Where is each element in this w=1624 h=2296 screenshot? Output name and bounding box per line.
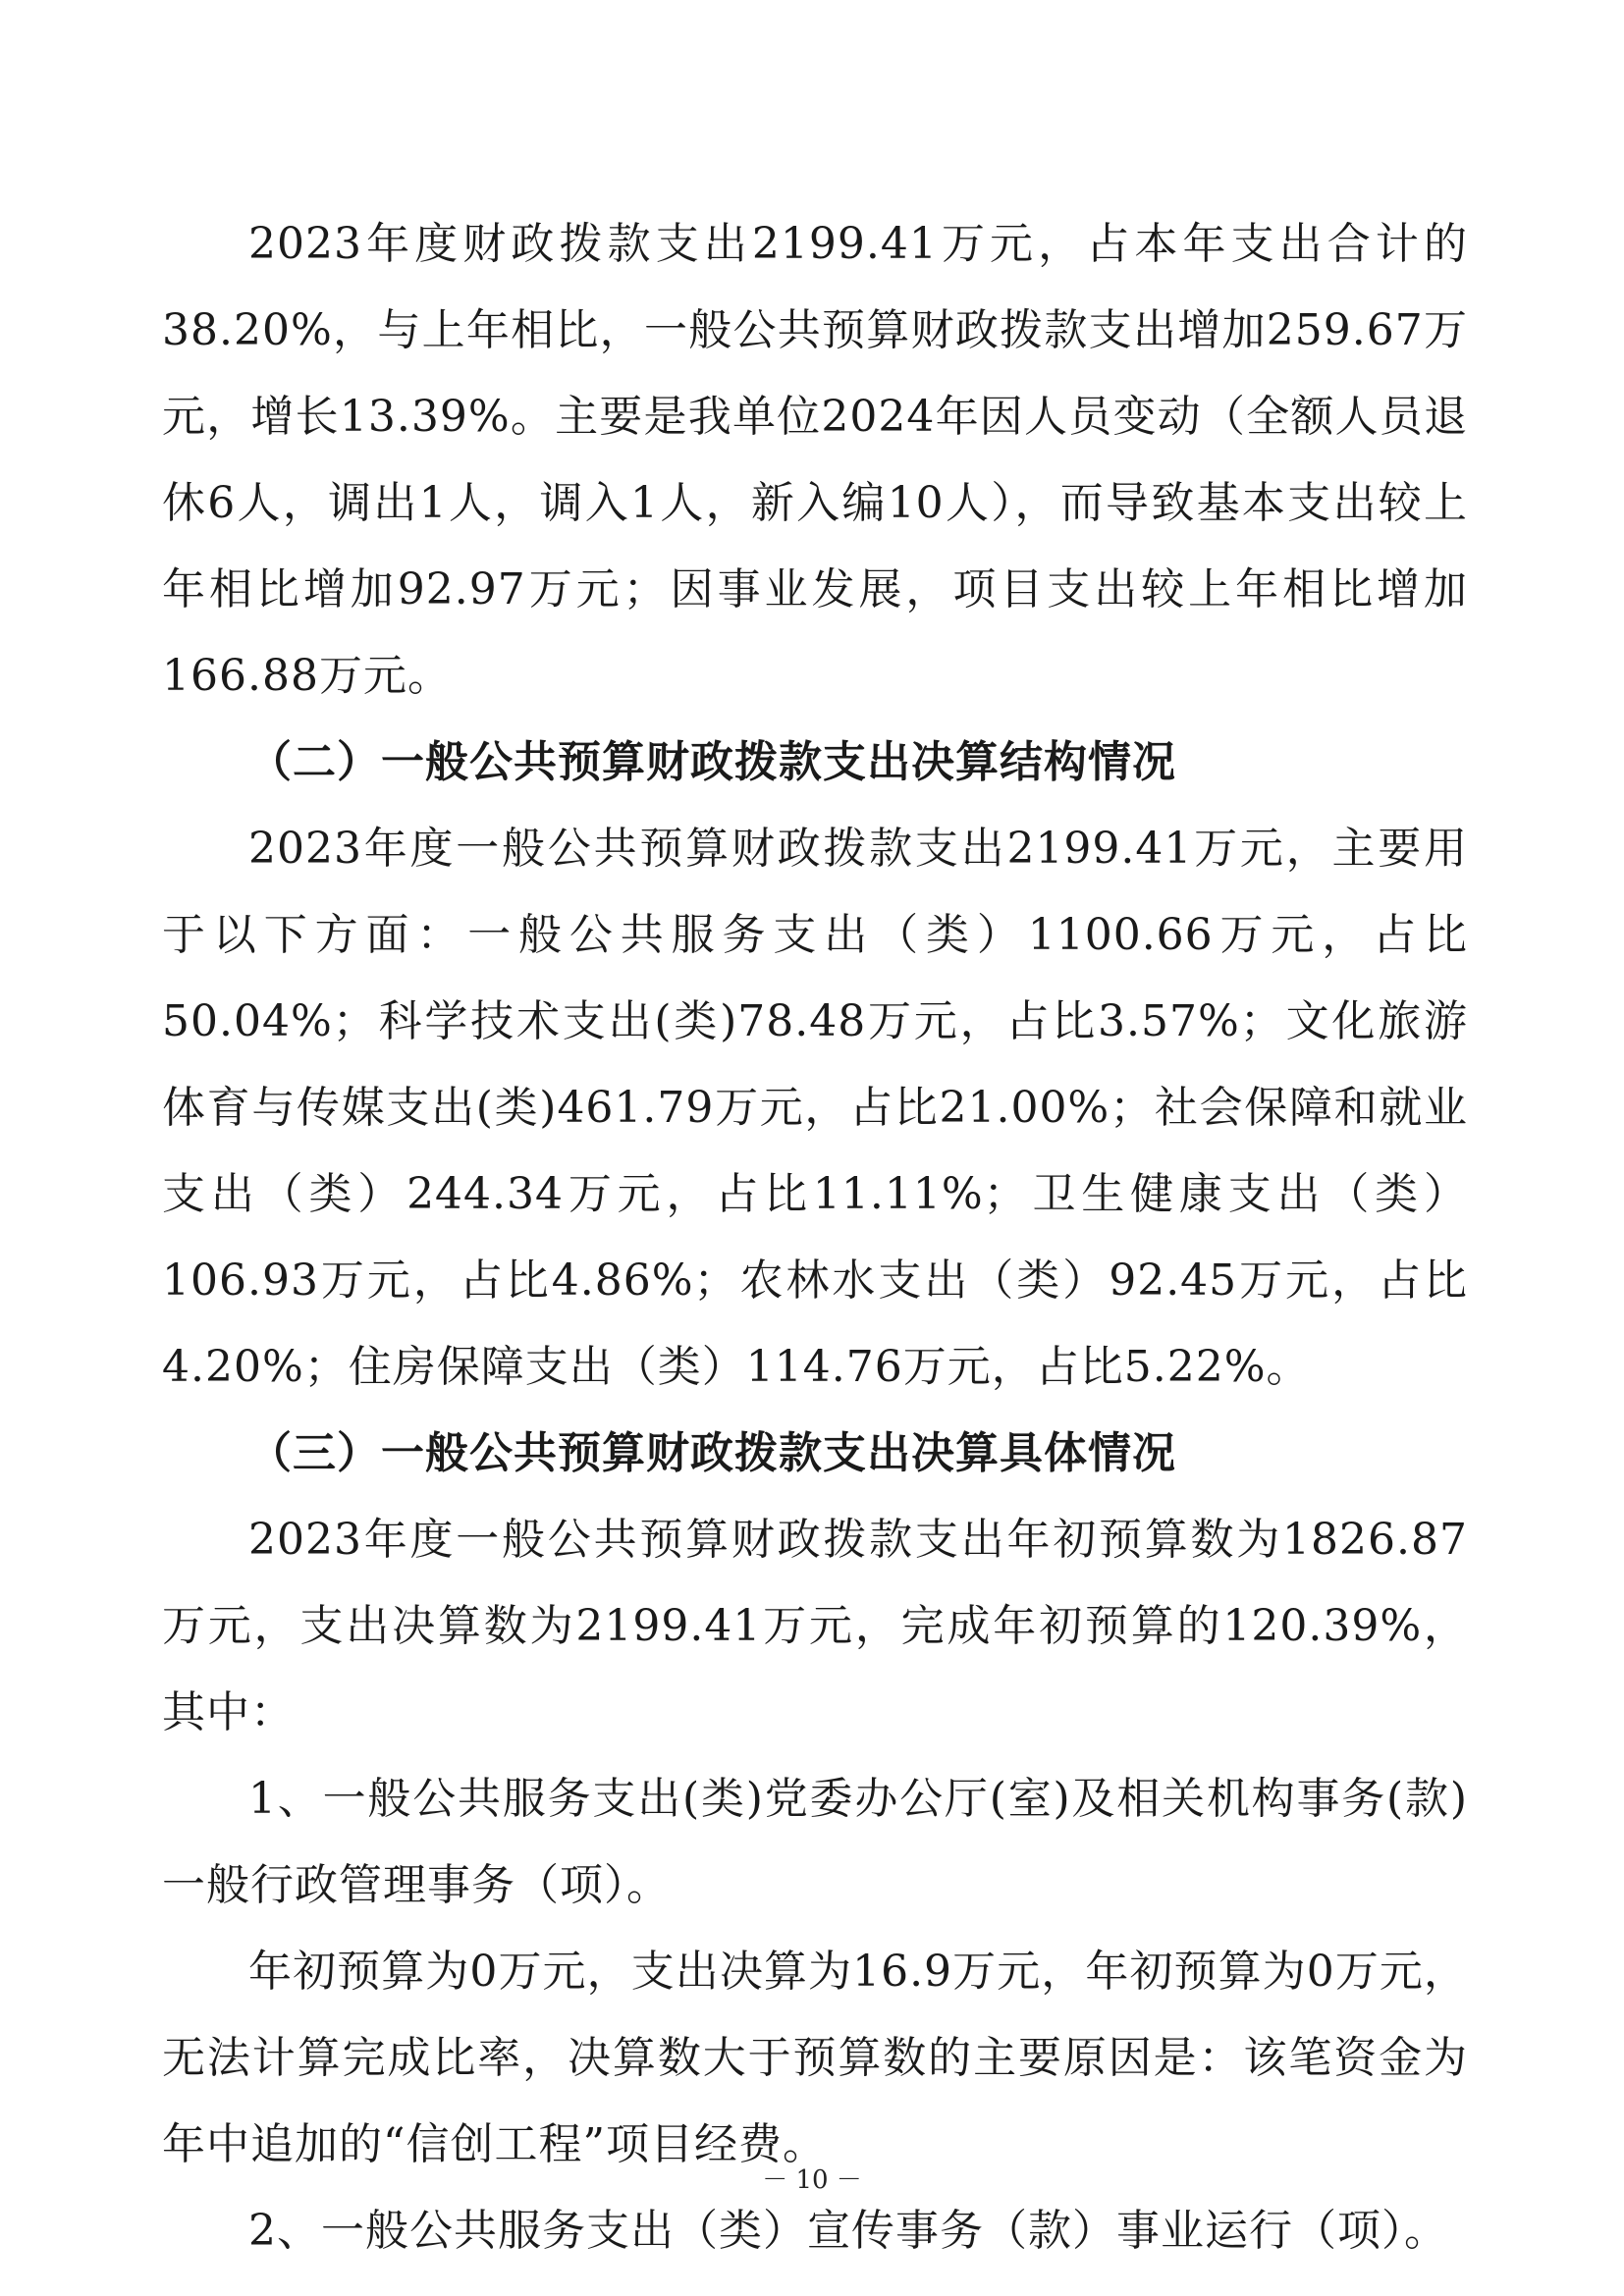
paragraph-item-1-title: 1、一般公共服务支出(类)党委办公厅(室)及相关机构事务(款)一般行政管理事务（项）。	[162, 1774, 1468, 1910]
page-number: － 10 －	[762, 2165, 862, 2195]
document-body	[162, 201, 1468, 2274]
paragraph-budget-completion: 2023年度一般公共预算财政拨款支出年初预算数为1826.87万元，支出决算数为2199.41万元，完成年初预算的120.39%，其中：	[162, 1515, 1468, 1737]
paragraph-expenditure-summary: 2023年度财政拨款支出2199.41万元，占本年支出合计的38.20%，与上年相比，一般公共预算财政拨款支出增加259.67万元，增长13.39%。主要是我单位2024年因人员变动（全额人员退休6人，调出1人，调入1人，新入编10人），而导致基本支出较上年相比增加92.97万元；因事业发展，项目支出较上年相比增加166.88万元。	[162, 219, 1468, 701]
section-heading-structure: （二）一般公共预算财政拨款支出决算结构情况	[248, 737, 1176, 787]
section-heading-specifics: （三）一般公共预算财政拨款支出决算具体情况	[248, 1428, 1176, 1478]
paragraph-item-2-title: 2、一般公共服务支出（类）宣传事务（款）事业运行（项）。	[248, 2206, 1448, 2256]
paragraph-item-1-detail: 年初预算为0万元，支出决算为16.9万元，年初预算为0万元，无法计算完成比率，决算数大于预算数的主要原因是：该笔资金为年中追加的“信创工程”项目经费。	[162, 1947, 1468, 2169]
paragraph-structure-details: 2023年度一般公共预算财政拨款支出2199.41万元，主要用于以下方面：一般公共服务支出（类）1100.66万元，占比50.04%；科学技术支出(类)78.48万元，占比3.57%；文化旅游体育与传媒支出(类)461.79万元，占比21.00%；社会保障和就业支出（类）244.34万元，占比11.11%；卫生健康支出（类）106.93万元，占比4.86%；农林水支出（类）92.45万元，占比4.20%；住房保障支出（类）114.76万元，占比5.22%。	[162, 824, 1468, 1392]
